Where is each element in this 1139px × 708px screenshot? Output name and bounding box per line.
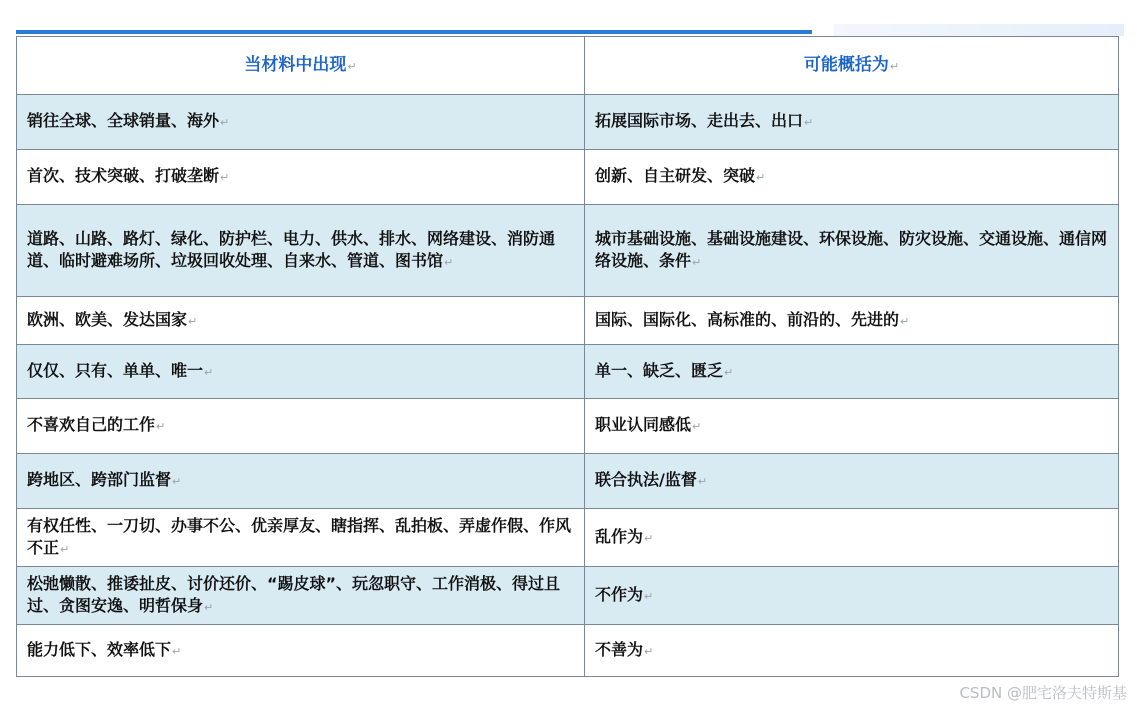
- cell-summary: 单一、缺乏、匮乏↵: [585, 345, 1119, 399]
- header-col-summary: 可能概括为↵: [585, 37, 1119, 95]
- table-row: [17, 297, 1119, 345]
- cell-summary: 不善为↵: [585, 625, 1119, 677]
- cell-material: 能力低下、效率低下↵: [17, 625, 585, 677]
- cell-summary: 乱作为↵: [585, 509, 1119, 567]
- table-header-row: [17, 37, 1119, 95]
- table-row: [17, 150, 1119, 205]
- keyword-summary-table: [16, 36, 1119, 677]
- cell-material: 松弛懒散、推诿扯皮、讨价还价、“踢皮球”、玩忽职守、工作消极、得过且过、贪图安逸、明哲保身↵: [17, 567, 585, 625]
- table-row: [17, 345, 1119, 399]
- top-accent-bar: [16, 30, 812, 34]
- cell-summary: 不作为↵: [585, 567, 1119, 625]
- table-row: [17, 567, 1119, 625]
- table-row: [17, 399, 1119, 454]
- table-row: [17, 95, 1119, 150]
- cell-summary: 职业认同感低↵: [585, 399, 1119, 454]
- header-col-material: 当材料中出现↵: [17, 37, 585, 95]
- cell-summary: 创新、自主研发、突破↵: [585, 150, 1119, 205]
- cell-material: 道路、山路、路灯、绿化、防护栏、电力、供水、排水、网络建设、消防通道、临时避难场所、垃圾回收处理、自来水、管道、图书馆↵: [17, 205, 585, 297]
- cell-material: 有权任性、一刀切、办事不公、优亲厚友、瞎指挥、乱拍板、弄虚作假、作风不正↵: [17, 509, 585, 567]
- cell-summary: 联合执法/监督↵: [585, 454, 1119, 509]
- table-row: [17, 205, 1119, 297]
- csdn-watermark: CSDN @肥宅洛夫特斯基: [959, 684, 1127, 702]
- cell-material: 销往全球、全球销量、海外↵: [17, 95, 585, 150]
- table-row: [17, 454, 1119, 509]
- cell-summary: 拓展国际市场、走出去、出口↵: [585, 95, 1119, 150]
- cell-material: 跨地区、跨部门监督↵: [17, 454, 585, 509]
- cell-material: 不喜欢自己的工作↵: [17, 399, 585, 454]
- cell-material: 首次、技术突破、打破垄断↵: [17, 150, 585, 205]
- cell-material: 欧洲、欧美、发达国家↵: [17, 297, 585, 345]
- cell-summary: 城市基础设施、基础设施建设、环保设施、防灾设施、交通设施、通信网络设施、条件↵: [585, 205, 1119, 297]
- table-row: [17, 625, 1119, 677]
- cell-summary: 国际、国际化、高标准的、前沿的、先进的↵: [585, 297, 1119, 345]
- table-row: [17, 509, 1119, 567]
- cell-material: 仅仅、只有、单单、唯一↵: [17, 345, 585, 399]
- top-faded-banner: [834, 24, 1124, 36]
